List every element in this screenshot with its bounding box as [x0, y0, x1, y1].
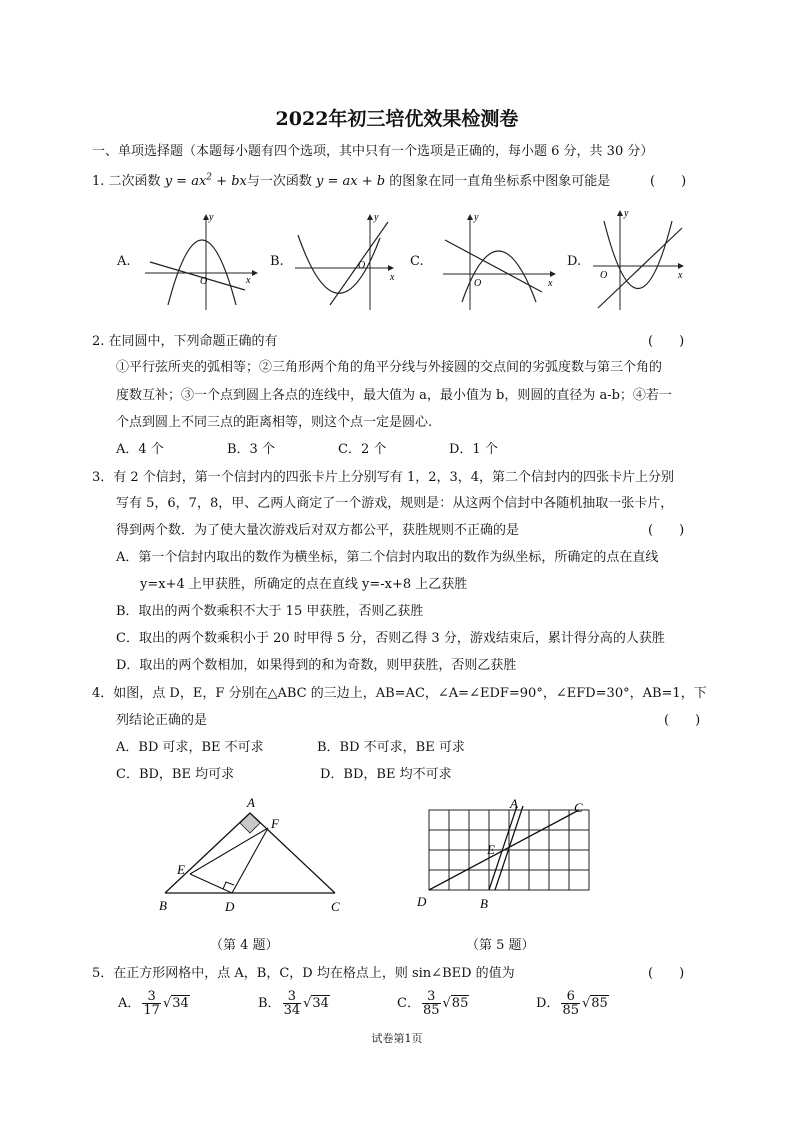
q1-formula-linear: y = ax + b: [316, 174, 386, 189]
q2-stem: 2. 在同圆中，下列命题正确的有: [92, 334, 278, 349]
q4-line-2: 列结论正确的是: [116, 713, 208, 728]
q5-option-a-label: A．: [118, 996, 141, 1011]
q1d-origin: O: [600, 270, 608, 281]
q5-label-d: D: [417, 894, 427, 909]
q5-figure-caption: （第 5 题）: [466, 938, 535, 953]
q5-answer-blank: ( ): [648, 966, 685, 981]
page-footer: 试卷第1页: [371, 1032, 423, 1045]
q4-label-e: E: [177, 862, 185, 877]
q3-option-a-line-2: y=x+4 上甲获胜，所确定的点在直线 y=-x+8 上乙获胜: [140, 577, 468, 592]
q3-option-b: B．取出的两个数乘积不大于 15 甲获胜，否则乙获胜: [116, 604, 424, 619]
q1-number: 1.: [92, 174, 105, 189]
q4-label-d: D: [225, 899, 235, 914]
q5-label-e: E: [487, 842, 495, 857]
q4-answer-blank: ( ): [664, 713, 701, 728]
q5-option-d: D． $\frac{6}{85}$ √85: [536, 989, 608, 1018]
q1-option-c-label: C.: [410, 254, 424, 269]
q3-line-2: 写有 5，6，7，8，甲、乙两人商定了一个游戏，规则是：从这两个信封中各随机抽取一张卡片，: [116, 496, 674, 511]
q1a-origin: O: [200, 276, 208, 287]
q1a-axis-x: x: [246, 275, 251, 286]
q5-figure: [414, 794, 604, 916]
q4-label-b: B: [159, 898, 167, 913]
q5-option-d-denominator: 85: [562, 1003, 579, 1018]
q5-label-b: B: [480, 896, 488, 911]
q1-option-d-label: D.: [567, 254, 582, 269]
q1d-axis-y: y: [624, 208, 629, 219]
q3-option-a-line-1: A．第一个信封内取出的数作为横坐标，第二个信封内取出的数作为纵坐标，所确定的点在直线: [116, 550, 659, 565]
q1d-axis-x: x: [678, 270, 683, 281]
q5-stem: 5．在正方形网格中，点 A，B，C，D 均在格点上，则 sin∠BED 的值为: [92, 966, 515, 981]
q2-option-d: D．1 个: [449, 442, 498, 457]
q2-option-b: B．3 个: [227, 442, 275, 457]
q1-answer-blank: ( ): [650, 174, 687, 189]
q1b-axis-y: y: [374, 212, 379, 223]
q1-graph-b: [290, 210, 400, 310]
q2-option-c: C．2 个: [338, 442, 387, 457]
q4-label-f: F: [271, 816, 279, 831]
q5-label-a: A: [510, 796, 518, 811]
page-title: 2022年初三培优效果检测卷: [275, 108, 519, 130]
q5-option-b-radicand: 34: [312, 996, 329, 1011]
q1c-axis-x: x: [548, 278, 553, 289]
q5-option-d-label: D．: [536, 996, 560, 1011]
q5-option-b-denominator: 34: [283, 1003, 301, 1018]
q1-formula-quadratic: $y = ax^2$ + bx: [164, 172, 247, 189]
q1-graph-d: [590, 206, 690, 310]
q5-option-d-numerator: 6: [561, 990, 580, 1004]
q1c-origin: O: [474, 278, 482, 289]
q3-option-d: D．取出的两个数相加，如果得到的和为奇数，则甲获胜，否则乙获胜: [116, 658, 517, 673]
q2-answer-blank: ( ): [648, 334, 685, 349]
q1b-origin: O: [358, 260, 366, 271]
q5-option-d-radicand: 85: [591, 996, 608, 1011]
q1a-axis-y: y: [209, 212, 214, 223]
q1-option-a-label: A.: [117, 254, 131, 269]
q5-option-c-denominator: 85: [422, 1003, 440, 1018]
section-heading: 一、单项选择题（本题每小题有四个选项，其中只有一个选项是正确的，每小题 6 分，共 30 分）: [92, 144, 654, 159]
q3-line-3: 得到两个数．为了使大量次游戏后对双方都公平，获胜规则不正确的是: [116, 523, 520, 538]
q5-option-c-label: C．: [397, 996, 420, 1011]
q1c-axis-y: y: [474, 212, 479, 223]
q5-option-b-label: B．: [258, 996, 281, 1011]
q2-line-2: 度数互补；③一个点到圆上各点的连线中，最大值为 a，最小值为 b，则圆的直径为 a-b；④若一: [116, 388, 672, 403]
q5-option-a-denominator: 17: [143, 1003, 160, 1018]
q1-text-c: 的图象在同一直角坐标系中图象可能是: [389, 174, 611, 189]
q1-option-b-label: B.: [270, 254, 284, 269]
q2-line-3: 个点到圆上不同三点的距离相等，则这个点一定是圆心.: [116, 415, 433, 430]
q3-answer-blank: ( ): [648, 523, 685, 538]
q1-text-a: 二次函数: [108, 174, 161, 189]
q4-label-a: A: [247, 795, 255, 810]
q4-figure: [150, 790, 360, 920]
q5-option-a: A． $\frac{3}{17}$ √34: [118, 989, 189, 1018]
q1-graph-a: [140, 210, 260, 310]
q1-stem: [92, 170, 610, 189]
q2-line-1: ①平行弦所夹的弧相等；②三角形两个角的角平分线与外接圆的交点间的劣弧度数与第三个角的: [116, 360, 663, 375]
q4-label-c: C: [331, 899, 340, 914]
q5-option-c: C． $\frac{3}{85}$ √85: [397, 989, 469, 1018]
q5-option-b: B． $\frac{3}{34}$ √34: [258, 989, 329, 1018]
q4-line-1: 4．如图，点 D，E，F 分别在△ABC 的三边上，AB=AC，∠A=∠EDF=90°，∠EFD=30°，AB=1，下: [92, 686, 707, 701]
q5-option-a-radicand: 34: [172, 996, 189, 1011]
q4-option-b: B．BD 不可求，BE 可求: [317, 740, 465, 755]
q1b-axis-x: x: [390, 272, 395, 283]
q3-line-1: 3．有 2 个信封，第一个信封内的四张卡片上分别写有 1，2，3，4，第二个信封内的四张卡片上分别: [92, 470, 675, 485]
q1-graph-c: [440, 210, 560, 310]
q4-option-c: C．BD，BE 均可求: [116, 767, 235, 782]
q4-option-d: D．BD，BE 均不可求: [320, 767, 452, 782]
q4-figure-caption: （第 4 题）: [210, 938, 279, 953]
q3-option-c: C．取出的两个数乘积小于 20 时甲得 5 分，否则乙得 3 分，游戏结束后，累计得分高的人获胜: [116, 631, 665, 646]
q5-option-a-numerator: 3: [142, 990, 161, 1004]
q1-text-b: 与一次函数: [246, 174, 312, 189]
q5-label-c: C: [574, 800, 583, 815]
q2-option-a: A．4 个: [116, 442, 164, 457]
q5-option-c-numerator: 3: [422, 990, 441, 1004]
q5-option-b-numerator: 3: [283, 990, 302, 1004]
q4-option-a: A．BD 可求，BE 不可求: [116, 740, 264, 755]
q5-option-c-radicand: 85: [451, 996, 469, 1011]
